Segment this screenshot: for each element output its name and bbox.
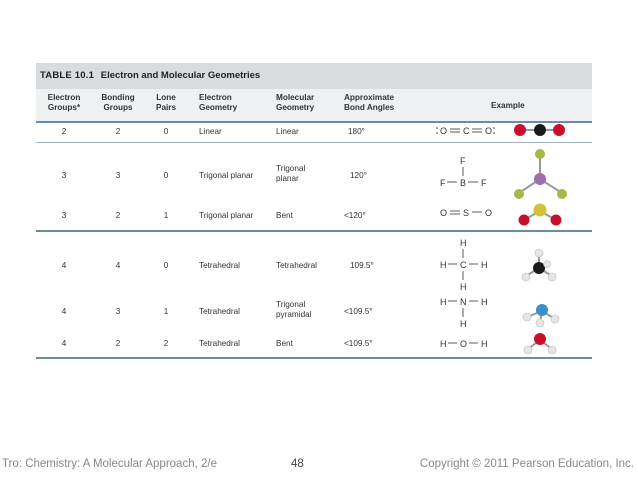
molecular-geometry-cell: Trigonal planar — [276, 164, 306, 183]
model-co2 — [514, 124, 565, 136]
svg-text:H: H — [481, 260, 488, 270]
svg-text:B: B — [460, 178, 467, 188]
lewis-h2o — [440, 339, 488, 349]
model-h2o — [524, 333, 556, 354]
svg-text:F: F — [481, 178, 487, 188]
lewis-so2 — [440, 208, 492, 218]
svg-text:H: H — [440, 260, 447, 270]
footer-book-title: Tro: Chemistry: A Molecular Approach, 2/e — [2, 458, 217, 470]
svg-text:H: H — [460, 238, 467, 248]
svg-text:H: H — [481, 297, 488, 307]
molecular-geometry-cell: Trigonal pyramidal — [276, 300, 312, 319]
svg-text:N: N — [460, 297, 467, 307]
geometry-table: TABLE 10.1 Electron and Molecular Geometries Electron Groups* Bonding Groups Lone Pairs Electron Geometry Molecular Geometry Approximate Bond Angles Example 2 2 0 Linear Linear 180° 3 3 0 Trigonal planar Trigonal planar 120° 3 2 1 Trigonal planar Bent <120° 4 4 0 Tetrahedral Tetrahedral 109.5° 4 3 1 Tetrahedral Trigonal pyramidal <109.5° 4 2 2 Tetrahedral Bent <109.5° O C O F F B F O S O H H C H H H N H H H O H — [36, 63, 592, 359]
model-nh3 — [523, 304, 559, 327]
svg-text:S: S — [463, 208, 470, 218]
header-electron-groups: Electron Groups* — [47, 93, 81, 112]
svg-text:F: F — [460, 156, 466, 166]
table-number: TABLE 10.1 — [40, 70, 95, 81]
svg-text:O: O — [460, 339, 468, 349]
svg-text:H: H — [460, 282, 467, 292]
header-bonding-groups: Bonding Groups — [101, 93, 135, 112]
slide-footer — [0, 458, 638, 474]
svg-text:O: O — [485, 208, 493, 218]
svg-text:H: H — [481, 339, 488, 349]
lewis-structures — [36, 63, 592, 359]
svg-text:H: H — [460, 319, 467, 329]
header-electron-geometry: Electron Geometry — [199, 93, 238, 112]
svg-text:C: C — [463, 126, 470, 136]
svg-text:O: O — [440, 208, 448, 218]
header-molecular-geometry: Molecular Geometry — [276, 93, 315, 112]
footer-page-number: 48 — [291, 458, 304, 470]
table-title: Electron and Molecular Geometries — [100, 70, 261, 81]
model-so2 — [519, 204, 562, 226]
svg-text:H: H — [440, 339, 447, 349]
header-lone-pairs: Lone Pairs — [155, 93, 177, 112]
svg-text:O: O — [485, 126, 493, 136]
header-bond-angles: Approximate Bond Angles — [344, 93, 395, 112]
lewis-co2 — [436, 126, 495, 136]
svg-text:H: H — [440, 297, 447, 307]
lewis-ch4 — [440, 238, 488, 292]
svg-text:C: C — [460, 260, 467, 270]
lewis-bf3 — [440, 156, 487, 188]
header-example: Example — [491, 101, 525, 110]
model-ch4 — [522, 249, 556, 281]
footer-copyright: Copyright © 2011 Pearson Education, Inc. — [419, 458, 634, 470]
svg-text:O: O — [440, 126, 448, 136]
svg-text:F: F — [440, 178, 446, 188]
lewis-nh3 — [440, 297, 488, 329]
model-bf3 — [514, 149, 567, 199]
